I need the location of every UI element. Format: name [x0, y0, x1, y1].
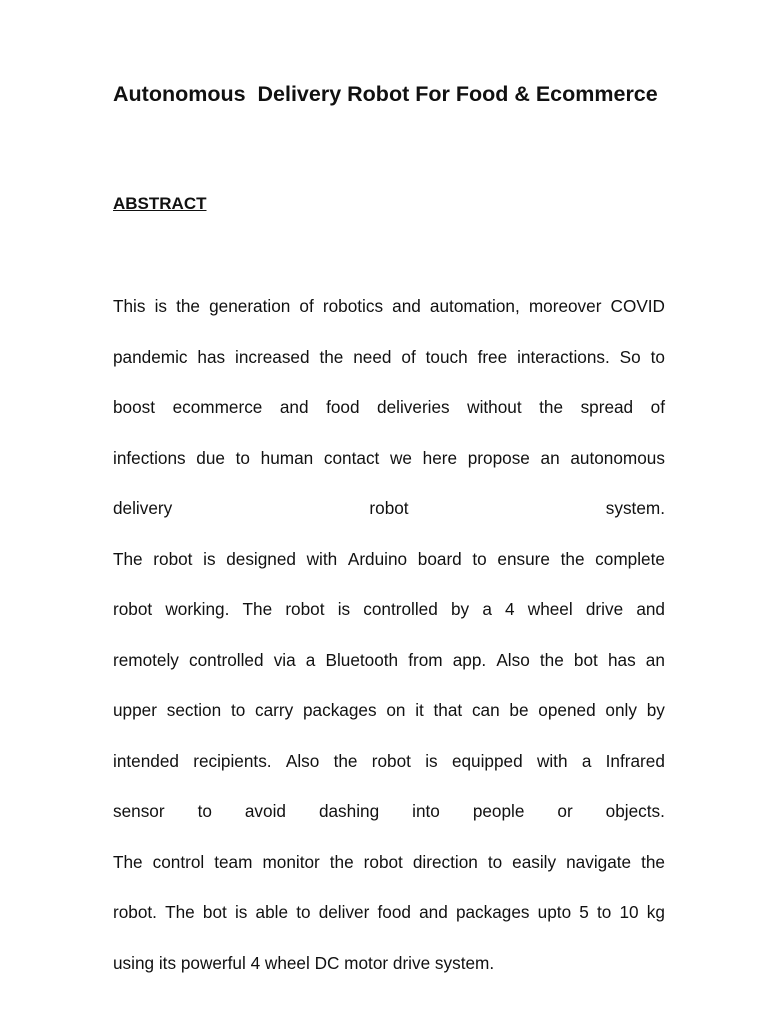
- paragraph-line: [113, 445, 665, 496]
- word: navigate: [566, 851, 632, 872]
- word: to: [235, 447, 250, 468]
- word: to: [487, 851, 503, 872]
- word: has: [197, 346, 226, 367]
- word: automation,: [429, 296, 520, 316]
- word: recipients.: [193, 750, 272, 771]
- word: Also: [285, 750, 320, 771]
- word: control: [152, 851, 205, 872]
- word: Bluetooth: [325, 649, 399, 670]
- word: The: [165, 902, 195, 922]
- word: moreover: [528, 296, 602, 316]
- word: delivery: [113, 498, 173, 518]
- word: to: [296, 902, 311, 922]
- word: free: [477, 346, 508, 367]
- word: on: [386, 700, 406, 720]
- word: a: [482, 599, 492, 619]
- paragraph-line: [113, 647, 665, 698]
- word: equipped: [451, 750, 523, 771]
- paragraph-line: using its powerful 4 wheel DC motor drive system.: [113, 952, 495, 973]
- word: from: [408, 649, 443, 670]
- word: remotely: [113, 649, 179, 670]
- word: kg: [646, 902, 665, 922]
- word: intended: [113, 750, 179, 771]
- word: upto: [537, 902, 572, 922]
- word: wheel: [527, 599, 573, 619]
- paragraph-line: [113, 546, 665, 597]
- word: into: [412, 801, 440, 821]
- word: robot.: [113, 902, 157, 922]
- word: the: [539, 649, 564, 670]
- word: an: [540, 447, 560, 468]
- word: Arduino: [347, 548, 408, 569]
- word: ecommerce: [172, 397, 263, 417]
- word: spread: [580, 397, 634, 417]
- word: carry: [255, 700, 294, 720]
- word: infections: [113, 447, 186, 468]
- word: Also: [496, 649, 530, 670]
- word: the: [329, 851, 354, 872]
- word: a: [305, 649, 316, 670]
- word: increased: [235, 346, 310, 367]
- word: section: [166, 700, 222, 720]
- word: sensor: [113, 801, 165, 821]
- word: boost: [113, 397, 156, 417]
- word: has: [607, 649, 636, 670]
- word: easily: [512, 851, 557, 872]
- word: robot: [285, 599, 325, 619]
- word: the: [641, 851, 665, 872]
- word: a: [581, 750, 592, 771]
- word: So: [619, 346, 641, 367]
- word: drive: [585, 599, 624, 619]
- word: or: [557, 801, 573, 821]
- word: This: [113, 296, 146, 316]
- word: working.: [165, 599, 230, 619]
- word: food: [326, 397, 360, 417]
- word: The: [113, 851, 143, 872]
- word: and: [419, 902, 448, 922]
- word: is: [154, 296, 167, 316]
- word: that: [433, 700, 463, 720]
- word: and: [279, 397, 309, 417]
- word: system.: [605, 498, 665, 518]
- word: the: [539, 397, 564, 417]
- paragraph-line: [113, 798, 665, 849]
- abstract-body: [113, 293, 665, 1000]
- word: of: [401, 346, 416, 367]
- word: human: [260, 447, 314, 468]
- word: The: [113, 548, 143, 569]
- word: need: [353, 346, 392, 367]
- word: The: [242, 599, 273, 619]
- word: deliveries: [377, 397, 450, 417]
- word: Infrared: [605, 750, 665, 771]
- word: an: [645, 649, 665, 670]
- word: autonomous: [570, 447, 665, 468]
- word: to: [230, 700, 246, 720]
- word: propose: [467, 447, 530, 468]
- word: avoid: [244, 801, 286, 821]
- word: is: [425, 750, 438, 771]
- word: the: [560, 548, 585, 569]
- word: and: [392, 296, 421, 316]
- word: bot: [573, 649, 598, 670]
- word: robot: [371, 750, 411, 771]
- word: deliver: [318, 902, 370, 922]
- word: robot: [113, 599, 153, 619]
- paragraph-line: [113, 495, 665, 546]
- word: monitor: [262, 851, 320, 872]
- word: direction: [412, 851, 478, 872]
- word: upper: [113, 700, 157, 720]
- word: able: [255, 902, 289, 922]
- word: to: [472, 548, 487, 569]
- document-title: Autonomous Delivery Robot For Food & Ecommerce: [113, 82, 658, 106]
- word: can: [471, 700, 500, 720]
- word: by: [646, 700, 665, 720]
- word: without: [467, 397, 522, 417]
- word: objects.: [605, 801, 665, 821]
- word: the: [176, 296, 200, 316]
- word: team: [214, 851, 253, 872]
- word: only: [605, 700, 637, 720]
- word: due: [196, 447, 225, 468]
- word: COVID: [610, 296, 665, 316]
- word: opened: [538, 700, 596, 720]
- word: ensure: [497, 548, 550, 569]
- word: to: [197, 801, 212, 821]
- word: it: [415, 700, 424, 720]
- word: the: [333, 750, 358, 771]
- word: the: [319, 346, 344, 367]
- paragraph-line: [113, 596, 665, 647]
- word: to: [650, 346, 665, 367]
- word: robot: [363, 851, 403, 872]
- word: with: [306, 548, 338, 569]
- word: 10: [619, 902, 639, 922]
- word: packages: [302, 700, 377, 720]
- paragraph-line: [113, 899, 665, 950]
- word: touch: [425, 346, 468, 367]
- word: packages: [455, 902, 530, 922]
- word: of: [650, 397, 665, 417]
- word: generation: [209, 296, 291, 316]
- word: and: [636, 599, 665, 619]
- paragraph-line: [113, 697, 665, 748]
- word: dashing: [318, 801, 380, 821]
- word: robotics: [322, 296, 384, 316]
- paragraph-line: [113, 293, 665, 344]
- word: contact: [323, 447, 380, 468]
- word: is: [234, 902, 248, 922]
- word: app.: [452, 649, 487, 670]
- word: with: [536, 750, 568, 771]
- word: 5: [579, 902, 589, 922]
- word: board: [417, 548, 462, 569]
- paragraph-line: [113, 344, 665, 395]
- word: robot: [369, 498, 409, 518]
- paragraph-line: [113, 849, 665, 900]
- word: bot: [202, 902, 227, 922]
- word: we: [390, 447, 412, 468]
- word: of: [299, 296, 314, 316]
- word: via: [273, 649, 296, 670]
- abstract-heading: ABSTRACT: [113, 194, 207, 213]
- word: designed: [226, 548, 296, 569]
- word: robot: [153, 548, 193, 569]
- word: complete: [595, 548, 665, 569]
- word: here: [422, 447, 458, 468]
- word: controlled: [189, 649, 264, 670]
- word: controlled: [363, 599, 438, 619]
- word: 4: [505, 599, 515, 619]
- word: interactions.: [517, 346, 610, 367]
- word: is: [203, 548, 216, 569]
- word: people: [472, 801, 525, 821]
- paragraph-line: [113, 748, 665, 799]
- word: by: [450, 599, 470, 619]
- word: food: [377, 902, 411, 922]
- word: be: [509, 700, 529, 720]
- word: is: [337, 599, 351, 619]
- word: to: [597, 902, 612, 922]
- paragraph-line: [113, 394, 665, 445]
- word: pandemic: [113, 346, 188, 367]
